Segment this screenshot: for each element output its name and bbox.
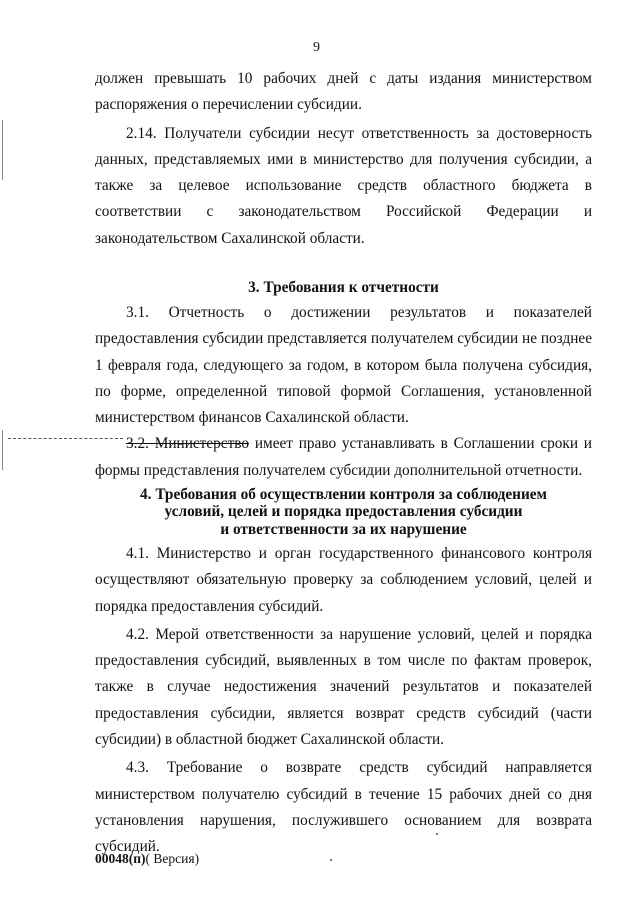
- paragraph-3-2-text: имеет право устанавливать в Соглашении сроки и формы представления получателем субсидии дополнительной отчетности.: [95, 435, 592, 479]
- scan-edge-mark: [2, 120, 3, 180]
- paragraph-3-2: [95, 431, 592, 484]
- footer-version: ( Версия): [145, 851, 200, 866]
- paragraph-4-3: 4.3. Требование о возврате средств субсидий направляется министерством получателю субсидий в течение 15 рабочих дней со дня установления нарушения, послужившего основанием для возврата субсидий.: [95, 759, 592, 856]
- scan-edge-mark: [2, 430, 3, 470]
- paragraph-3-1: 3.1. Отчетность о достижении результатов и показателей предоставления субсидии представляется получателем субсидии не позднее 1 февраля года, следующего за годом, в котором была получена субсидия, по форме, определенной типовой формой Соглашения, установленной министерством финансов Сахалинской области.: [95, 304, 592, 427]
- scan-speck: [436, 833, 438, 835]
- paragraph-4-2: 4.2. Мерой ответственности за нарушение условий, целей и порядка предоставления субсидий, выявленных в том числе по фактам проверок, также в случае недостижения значений результатов и показателей предоставления субсидии, является возврат средств субсидий (части субсидии) в областной бюджет Сахалинской области.: [95, 625, 592, 749]
- section-4-heading-line-1: 4. Требования об осуществлении контроля за соблюдением: [140, 486, 547, 503]
- paragraph-4-1: 4.1. Министерство и орган государственного финансового контроля осуществляют обязательную проверку за соблюдением условий, целей и порядка предоставления субсидий.: [95, 545, 592, 615]
- section-4-heading-line-3: и ответственности за их нарушение: [220, 520, 467, 538]
- section-4-block: [95, 541, 592, 861]
- section-4-heading: [95, 486, 592, 538]
- page-number: 9: [313, 40, 320, 55]
- paragraph-2-14: 2.14. Получатели субсидии несут ответственность за достоверность данных, представляемых ими в министерство для получения субсидии, а также за целевое использование средств областного бюджета в соответствии с законодательством Российской Федерации и законодательством Сахалинской области.: [95, 124, 592, 247]
- struck-text: 3.2. Министерство: [126, 435, 250, 453]
- document-footer: [95, 851, 199, 867]
- footer-code: 00048(п): [95, 851, 146, 866]
- paragraph-continuation: должен превышать 10 рабочих дней с даты издания министерством распоряжения о перечислении субсидии.: [95, 70, 592, 114]
- intro-block: [95, 66, 592, 252]
- scan-speck: [330, 859, 332, 861]
- section-3-heading: 3. Требования к отчетности: [248, 279, 439, 296]
- margin-dash-line: [8, 438, 123, 439]
- section-3-block: [95, 300, 592, 484]
- section-4-heading-line-2: условий, целей и порядка предоставления субсидии: [164, 503, 523, 521]
